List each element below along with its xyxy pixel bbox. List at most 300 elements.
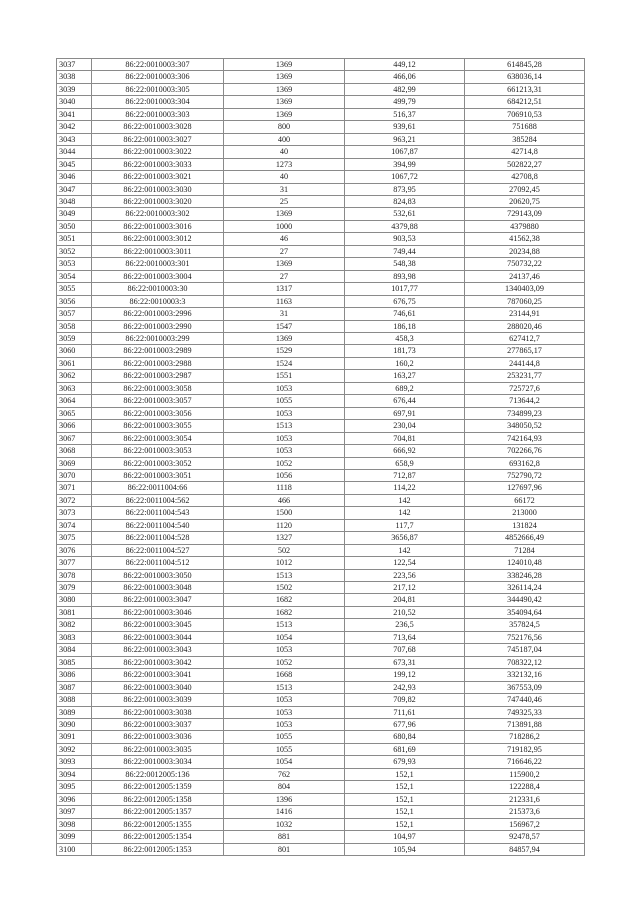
value-cell: 627412,7 (465, 332, 585, 344)
cadastral-number-cell: 86:22:0010003:3056 (92, 407, 224, 419)
table-row (57, 731, 585, 743)
table-body (57, 59, 585, 856)
row-number-cell: 3077 (57, 557, 92, 569)
value-cell: 122288,4 (465, 781, 585, 793)
area-cell: 1513 (224, 619, 345, 631)
value-cell: 614845,28 (465, 59, 585, 71)
value-cell: 718286,2 (465, 731, 585, 743)
rate-cell: 152,1 (345, 781, 465, 793)
row-number-cell: 3066 (57, 420, 92, 432)
value-cell: 719182,95 (465, 743, 585, 755)
value-cell: 752176,56 (465, 631, 585, 643)
table-row (57, 308, 585, 320)
row-number-cell: 3062 (57, 370, 92, 382)
table-row (57, 669, 585, 681)
cadastral-number-cell: 86:22:0010003:3048 (92, 582, 224, 594)
area-cell: 1513 (224, 681, 345, 693)
cadastral-number-cell: 86:22:0010003:301 (92, 258, 224, 270)
table-row (57, 121, 585, 133)
value-cell: 684212,51 (465, 96, 585, 108)
value-cell: 661213,31 (465, 83, 585, 95)
table-row (57, 532, 585, 544)
table-row (57, 245, 585, 257)
rate-cell: 142 (345, 544, 465, 556)
area-cell: 1055 (224, 395, 345, 407)
value-cell: 357824,5 (465, 619, 585, 631)
area-cell: 502 (224, 544, 345, 556)
cadastral-number-cell: 86:22:0012005:1359 (92, 781, 224, 793)
area-cell: 27 (224, 245, 345, 257)
area-cell: 1052 (224, 656, 345, 668)
row-number-cell: 3067 (57, 432, 92, 444)
cadastral-number-cell: 86:22:0010003:3058 (92, 382, 224, 394)
rate-cell: 677,96 (345, 719, 465, 731)
area-cell: 46 (224, 233, 345, 245)
row-number-cell: 3095 (57, 781, 92, 793)
cadastral-number-cell: 86:22:0010003:307 (92, 59, 224, 71)
area-cell: 1524 (224, 357, 345, 369)
row-number-cell: 3044 (57, 146, 92, 158)
table-row (57, 407, 585, 419)
cadastral-number-cell: 86:22:0010003:3039 (92, 694, 224, 706)
value-cell: 244144,8 (465, 357, 585, 369)
table-row (57, 258, 585, 270)
rate-cell: 466,06 (345, 71, 465, 83)
cadastral-number-cell: 86:22:0010003:3021 (92, 171, 224, 183)
area-cell: 1369 (224, 332, 345, 344)
value-cell: 385284 (465, 133, 585, 145)
rate-cell: 676,75 (345, 295, 465, 307)
cadastral-number-cell: 86:22:0011004:540 (92, 519, 224, 531)
value-cell: 84857,94 (465, 843, 585, 855)
row-number-cell: 3052 (57, 245, 92, 257)
table-row (57, 569, 585, 581)
area-cell: 40 (224, 146, 345, 158)
row-number-cell: 3076 (57, 544, 92, 556)
rate-cell: 824,83 (345, 195, 465, 207)
row-number-cell: 3094 (57, 768, 92, 780)
cadastral-number-cell: 86:22:0010003:3033 (92, 158, 224, 170)
cadastral-number-cell: 86:22:0011004:543 (92, 507, 224, 519)
area-cell: 804 (224, 781, 345, 793)
cadastral-number-cell: 86:22:0012005:1353 (92, 843, 224, 855)
rate-cell: 1067,87 (345, 146, 465, 158)
table-row (57, 706, 585, 718)
row-number-cell: 3081 (57, 606, 92, 618)
row-number-cell: 3097 (57, 806, 92, 818)
area-cell: 1369 (224, 108, 345, 120)
rate-cell: 746,61 (345, 308, 465, 320)
rate-cell: 676,44 (345, 395, 465, 407)
area-cell: 1053 (224, 432, 345, 444)
row-number-cell: 3065 (57, 407, 92, 419)
area-cell: 1416 (224, 806, 345, 818)
cadastral-number-cell: 86:22:0010003:3052 (92, 457, 224, 469)
cadastral-number-cell: 86:22:0010003:2996 (92, 308, 224, 320)
cadastral-number-cell: 86:22:0010003:3051 (92, 469, 224, 481)
cadastral-number-cell: 86:22:0010003:2987 (92, 370, 224, 382)
row-number-cell: 3083 (57, 631, 92, 643)
cadastral-number-cell: 86:22:0011004:527 (92, 544, 224, 556)
area-cell: 1369 (224, 83, 345, 95)
rate-cell: 458,3 (345, 332, 465, 344)
rate-cell: 711,61 (345, 706, 465, 718)
area-cell: 1053 (224, 445, 345, 457)
value-cell: 253231,77 (465, 370, 585, 382)
row-number-cell: 3071 (57, 482, 92, 494)
table-row (57, 270, 585, 282)
area-cell: 1369 (224, 258, 345, 270)
rate-cell: 104,97 (345, 831, 465, 843)
value-cell: 213000 (465, 507, 585, 519)
cadastral-number-cell: 86:22:0010003:3044 (92, 631, 224, 643)
row-number-cell: 3040 (57, 96, 92, 108)
cadastral-number-cell: 86:22:0010003:306 (92, 71, 224, 83)
area-cell: 1163 (224, 295, 345, 307)
rate-cell: 152,1 (345, 793, 465, 805)
area-cell: 1682 (224, 594, 345, 606)
cadastral-number-cell: 86:22:0010003:3055 (92, 420, 224, 432)
table-row (57, 743, 585, 755)
row-number-cell: 3043 (57, 133, 92, 145)
rate-cell: 394,99 (345, 158, 465, 170)
area-cell: 1513 (224, 569, 345, 581)
table-row (57, 469, 585, 481)
row-number-cell: 3100 (57, 843, 92, 855)
row-number-cell: 3048 (57, 195, 92, 207)
table-row (57, 382, 585, 394)
area-cell: 1369 (224, 71, 345, 83)
area-cell: 1118 (224, 482, 345, 494)
cadastral-number-cell: 86:22:0012005:1357 (92, 806, 224, 818)
row-number-cell: 3072 (57, 494, 92, 506)
area-cell: 1120 (224, 519, 345, 531)
rate-cell: 199,12 (345, 669, 465, 681)
table-row (57, 843, 585, 855)
row-number-cell: 3099 (57, 831, 92, 843)
table-row (57, 806, 585, 818)
table-row (57, 719, 585, 731)
value-cell: 751688 (465, 121, 585, 133)
value-cell: 725727,6 (465, 382, 585, 394)
area-cell: 1369 (224, 59, 345, 71)
value-cell: 344490,42 (465, 594, 585, 606)
row-number-cell: 3061 (57, 357, 92, 369)
value-cell: 212331,6 (465, 793, 585, 805)
rate-cell: 142 (345, 494, 465, 506)
rate-cell: 105,94 (345, 843, 465, 855)
cadastral-number-cell: 86:22:0010003:3047 (92, 594, 224, 606)
row-number-cell: 3090 (57, 719, 92, 731)
cadastral-number-cell: 86:22:0011004:562 (92, 494, 224, 506)
rate-cell: 516,37 (345, 108, 465, 120)
rate-cell: 482,99 (345, 83, 465, 95)
table-row (57, 557, 585, 569)
area-cell: 1053 (224, 706, 345, 718)
cadastral-number-cell: 86:22:0010003:3030 (92, 183, 224, 195)
cadastral-number-cell: 86:22:0012005:136 (92, 768, 224, 780)
row-number-cell: 3038 (57, 71, 92, 83)
row-number-cell: 3086 (57, 669, 92, 681)
cadastral-number-cell: 86:22:0010003:3045 (92, 619, 224, 631)
area-cell: 466 (224, 494, 345, 506)
rate-cell: 963,21 (345, 133, 465, 145)
table-row (57, 507, 585, 519)
value-cell: 41562,38 (465, 233, 585, 245)
table-row (57, 395, 585, 407)
value-cell: 277865,17 (465, 345, 585, 357)
table-row (57, 83, 585, 95)
cadastral-number-cell: 86:22:0010003:30 (92, 283, 224, 295)
rate-cell: 680,84 (345, 731, 465, 743)
area-cell: 1054 (224, 631, 345, 643)
table-row (57, 171, 585, 183)
rate-cell: 217,12 (345, 582, 465, 594)
rate-cell: 548,38 (345, 258, 465, 270)
row-number-cell: 3049 (57, 208, 92, 220)
area-cell: 1052 (224, 457, 345, 469)
cadastral-number-cell: 86:22:0010003:3035 (92, 743, 224, 755)
row-number-cell: 3096 (57, 793, 92, 805)
row-number-cell: 3087 (57, 681, 92, 693)
row-number-cell: 3069 (57, 457, 92, 469)
rate-cell: 679,93 (345, 756, 465, 768)
row-number-cell: 3082 (57, 619, 92, 631)
value-cell: 115900,2 (465, 768, 585, 780)
rate-cell: 4379,88 (345, 220, 465, 232)
table-row (57, 195, 585, 207)
row-number-cell: 3058 (57, 320, 92, 332)
table-row (57, 233, 585, 245)
value-cell: 787060,25 (465, 295, 585, 307)
data-table (56, 58, 585, 856)
rate-cell: 1017,77 (345, 283, 465, 295)
table-row (57, 183, 585, 195)
area-cell: 1529 (224, 345, 345, 357)
cadastral-number-cell: 86:22:0010003:2990 (92, 320, 224, 332)
rate-cell: 673,31 (345, 656, 465, 668)
rate-cell: 532,61 (345, 208, 465, 220)
table-row (57, 357, 585, 369)
area-cell: 1053 (224, 644, 345, 656)
area-cell: 1055 (224, 731, 345, 743)
table-row (57, 582, 585, 594)
row-number-cell: 3054 (57, 270, 92, 282)
table-row (57, 445, 585, 457)
area-cell: 1502 (224, 582, 345, 594)
row-number-cell: 3092 (57, 743, 92, 755)
table-row (57, 345, 585, 357)
value-cell: 131824 (465, 519, 585, 531)
row-number-cell: 3085 (57, 656, 92, 668)
rate-cell: 122,54 (345, 557, 465, 569)
rate-cell: 152,1 (345, 818, 465, 830)
area-cell: 1053 (224, 407, 345, 419)
area-cell: 1500 (224, 507, 345, 519)
cadastral-number-cell: 86:22:0011004:512 (92, 557, 224, 569)
table-row (57, 457, 585, 469)
row-number-cell: 3064 (57, 395, 92, 407)
value-cell: 747440,46 (465, 694, 585, 706)
row-number-cell: 3050 (57, 220, 92, 232)
rate-cell: 709,82 (345, 694, 465, 706)
value-cell: 729143,09 (465, 208, 585, 220)
rate-cell: 697,91 (345, 407, 465, 419)
table-row (57, 59, 585, 71)
table-row (57, 768, 585, 780)
cadastral-number-cell: 86:22:0012005:1355 (92, 818, 224, 830)
table-row (57, 644, 585, 656)
table-row (57, 519, 585, 531)
rate-cell: 713,64 (345, 631, 465, 643)
value-cell: 1340403,09 (465, 283, 585, 295)
cadastral-number-cell: 86:22:0010003:2989 (92, 345, 224, 357)
cadastral-number-cell: 86:22:0010003:3042 (92, 656, 224, 668)
row-number-cell: 3053 (57, 258, 92, 270)
table-row (57, 96, 585, 108)
row-number-cell: 3051 (57, 233, 92, 245)
area-cell: 1327 (224, 532, 345, 544)
row-number-cell: 3057 (57, 308, 92, 320)
cadastral-number-cell: 86:22:0010003:3053 (92, 445, 224, 457)
value-cell: 713644,2 (465, 395, 585, 407)
cadastral-number-cell: 86:22:0010003:3050 (92, 569, 224, 581)
cadastral-number-cell: 86:22:0010003:3037 (92, 719, 224, 731)
table-row (57, 370, 585, 382)
table-row (57, 158, 585, 170)
rate-cell: 893,98 (345, 270, 465, 282)
area-cell: 800 (224, 121, 345, 133)
area-cell: 1053 (224, 382, 345, 394)
table-row (57, 283, 585, 295)
rate-cell: 707,68 (345, 644, 465, 656)
table-row (57, 420, 585, 432)
rate-cell: 749,44 (345, 245, 465, 257)
table-row (57, 494, 585, 506)
value-cell: 92478,57 (465, 831, 585, 843)
rate-cell: 223,56 (345, 569, 465, 581)
area-cell: 881 (224, 831, 345, 843)
table-row (57, 818, 585, 830)
rate-cell: 242,93 (345, 681, 465, 693)
area-cell: 27 (224, 270, 345, 282)
value-cell: 745187,04 (465, 644, 585, 656)
value-cell: 716646,22 (465, 756, 585, 768)
area-cell: 762 (224, 768, 345, 780)
cadastral-number-cell: 86:22:0012005:1354 (92, 831, 224, 843)
rate-cell: 681,69 (345, 743, 465, 755)
value-cell: 27092,45 (465, 183, 585, 195)
area-cell: 1053 (224, 694, 345, 706)
table-row (57, 631, 585, 643)
value-cell: 20234,88 (465, 245, 585, 257)
row-number-cell: 3093 (57, 756, 92, 768)
value-cell: 367553,09 (465, 681, 585, 693)
cadastral-number-cell: 86:22:0010003:3057 (92, 395, 224, 407)
rate-cell: 160,2 (345, 357, 465, 369)
row-number-cell: 3088 (57, 694, 92, 706)
cadastral-number-cell: 86:22:0010003:3011 (92, 245, 224, 257)
value-cell: 750732,22 (465, 258, 585, 270)
row-number-cell: 3046 (57, 171, 92, 183)
area-cell: 400 (224, 133, 345, 145)
cadastral-number-cell: 86:22:0010003:299 (92, 332, 224, 344)
cadastral-number-cell: 86:22:0012005:1358 (92, 793, 224, 805)
area-cell: 1396 (224, 793, 345, 805)
rate-cell: 1067,72 (345, 171, 465, 183)
area-cell: 1055 (224, 743, 345, 755)
table-row (57, 594, 585, 606)
row-number-cell: 3073 (57, 507, 92, 519)
value-cell: 4852666,49 (465, 532, 585, 544)
table-row (57, 208, 585, 220)
table-row (57, 656, 585, 668)
value-cell: 734899,23 (465, 407, 585, 419)
value-cell: 4379880 (465, 220, 585, 232)
table-row (57, 320, 585, 332)
row-number-cell: 3041 (57, 108, 92, 120)
value-cell: 42714,8 (465, 146, 585, 158)
rate-cell: 114,22 (345, 482, 465, 494)
row-number-cell: 3068 (57, 445, 92, 457)
row-number-cell: 3084 (57, 644, 92, 656)
area-cell: 25 (224, 195, 345, 207)
row-number-cell: 3098 (57, 818, 92, 830)
row-number-cell: 3080 (57, 594, 92, 606)
value-cell: 749325,33 (465, 706, 585, 718)
cadastral-number-cell: 86:22:0011004:66 (92, 482, 224, 494)
value-cell: 332132,16 (465, 669, 585, 681)
table-row (57, 71, 585, 83)
rate-cell: 704,81 (345, 432, 465, 444)
rate-cell: 499,79 (345, 96, 465, 108)
value-cell: 42708,8 (465, 171, 585, 183)
row-number-cell: 3089 (57, 706, 92, 718)
area-cell: 1000 (224, 220, 345, 232)
value-cell: 706910,53 (465, 108, 585, 120)
value-cell: 127697,96 (465, 482, 585, 494)
area-cell: 1054 (224, 756, 345, 768)
row-number-cell: 3074 (57, 519, 92, 531)
value-cell: 354094,64 (465, 606, 585, 618)
area-cell: 1513 (224, 420, 345, 432)
cadastral-number-cell: 86:22:0010003:302 (92, 208, 224, 220)
value-cell: 702266,76 (465, 445, 585, 457)
area-cell: 1369 (224, 208, 345, 220)
value-cell: 66172 (465, 494, 585, 506)
row-number-cell: 3045 (57, 158, 92, 170)
table-row (57, 108, 585, 120)
cadastral-number-cell: 86:22:0010003:3038 (92, 706, 224, 718)
area-cell: 1273 (224, 158, 345, 170)
rate-cell: 186,18 (345, 320, 465, 332)
cadastral-number-cell: 86:22:0010003:3046 (92, 606, 224, 618)
cadastral-number-cell: 86:22:0010003:3022 (92, 146, 224, 158)
cadastral-number-cell: 86:22:0010003:3012 (92, 233, 224, 245)
rate-cell: 666,92 (345, 445, 465, 457)
row-number-cell: 3059 (57, 332, 92, 344)
cadastral-number-cell: 86:22:0010003:305 (92, 83, 224, 95)
value-cell: 638036,14 (465, 71, 585, 83)
row-number-cell: 3047 (57, 183, 92, 195)
table-row (57, 432, 585, 444)
table-row (57, 295, 585, 307)
table-row (57, 133, 585, 145)
cadastral-number-cell: 86:22:0010003:3043 (92, 644, 224, 656)
cadastral-number-cell: 86:22:0010003:3020 (92, 195, 224, 207)
table-row (57, 220, 585, 232)
value-cell: 215373,6 (465, 806, 585, 818)
